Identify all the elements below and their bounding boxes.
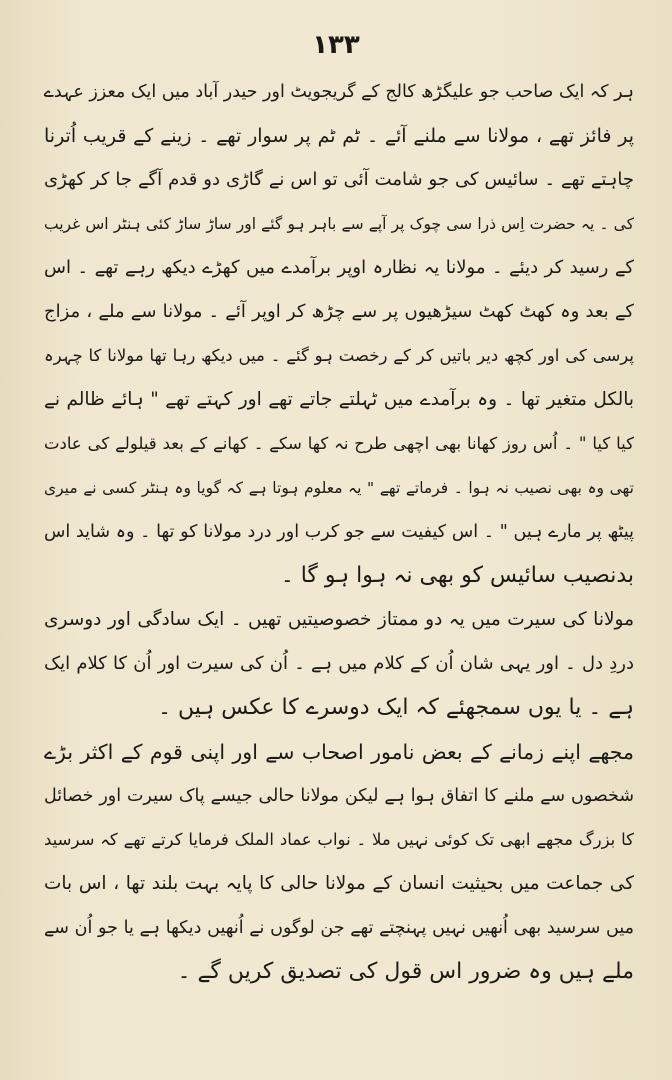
text-line: کا بزرگ مجھے ابھی تک کوئی نہیں ملا ۔ نواب عماد الملک فرمایا کرتے تھے کہ سرسید bbox=[44, 830, 634, 849]
text-line: دردِ دل ۔ اور یہی شان اُن کے کلام میں ہے ۔ اُن کی سیرت اور اُن کا کلام ایک bbox=[44, 653, 634, 674]
text-line: پرسی کی اور کچھ دیر باتیں کر کے رخصت ہو گئے ۔ میں دیکھ رہا تھا مولانا کا چہرہ bbox=[44, 346, 634, 365]
page-number: ۱۳۳ bbox=[312, 30, 360, 60]
text-line: تھی وہ بھی نصیب نہ ہوا ۔ فرماتے تھے " یہ معلوم ہوتا ہے کہ گویا وہ ہنٹر کسی نے میری bbox=[44, 479, 634, 497]
paragraph bbox=[44, 70, 634, 598]
text-line: کے بعد وہ کھٹ کھٹ سیڑھیوں پر سے چڑھ کر اوپر آئے ۔ مولانا سے ملے ، مزاج bbox=[44, 301, 634, 322]
text-line: پیٹھ پر مارے ہیں " ۔ اس کیفیت سے جو کرب اور درد مولانا کو تھا ۔ وہ شاید اس bbox=[44, 522, 634, 542]
text-line: چاہتے تھے ۔ سائیس کی جو شامت آئی تو اس نے گاڑی دو قدم آگے جا کر کھڑی bbox=[44, 169, 634, 190]
text-line: مجھے اپنے زمانے کے بعض نامور اصحاب سے اور اپنی قوم کے اکثر بڑے bbox=[44, 740, 634, 764]
text-line: مولانا کی سیرت میں یہ دو ممتاز خصوصیتیں تھیں ۔ ایک سادگی اور دوسری bbox=[44, 609, 634, 630]
text-line: کیا کیا " ۔ اُس روز کھانا بھی اچھی طرح نہ کھا سکے ۔ کھانے کے بعد قیلولے کی عادت bbox=[44, 434, 634, 453]
text-line: پر فائز تھے ، مولانا سے ملنے آئے ۔ ٹم ٹم پر سوار تھے ۔ زینے کے قریب اُترنا bbox=[44, 125, 634, 147]
text-line: میں سرسید بھی اُنھیں نہیں پہنچتے تھے جن لوگوں نے اُنھیں دیکھا ہے یا جو اُن سے bbox=[44, 918, 634, 938]
paragraph bbox=[44, 730, 634, 994]
text-line: کی ۔ یہ حضرت اِس ذرا سی چوک پر آپے سے باہر ہو گئے اور ساڑ ساڑ کئی ہنٹر اس غریب bbox=[44, 215, 634, 233]
text-line: ملے ہیں وہ ضرور اس قول کی تصدیق کریں گے ۔ bbox=[177, 959, 634, 984]
text-line: ہے ۔ یا یوں سمجھئے کہ ایک دوسرے کا عکس ہیں ۔ bbox=[158, 695, 634, 720]
text-line: بالکل متغیر تھا ۔ وہ برآمدے میں ٹہلتے جاتے تھے اور کہتے تھے " ہائے ظالم نے bbox=[44, 389, 634, 410]
text-line: بدنصیب سائیس کو بھی نہ ہوا ہو گا ۔ bbox=[280, 563, 634, 588]
text-line: ہر کہ ایک صاحب جو علیگڑھ کالج کے گریجویٹ اور حیدر آباد میں ایک معزز عہدے bbox=[44, 82, 634, 102]
page-body-text bbox=[44, 70, 634, 994]
text-line: کے رسید کر دیئے ۔ مولانا یہ نظارہ اوپر برآمدے میں کھڑے دیکھ رہے تھے ۔ اس bbox=[44, 257, 634, 278]
text-line: کی جماعت میں بحیثیت انسان کے مولانا حالی کا پایہ بہت بلند تھا ، اس بات bbox=[44, 873, 634, 894]
text-line: شخصوں سے ملنے کا اتفاق ہوا ہے لیکن مولانا حالی جیسے پاک سیرت اور خصائل bbox=[44, 786, 634, 806]
paragraph bbox=[44, 598, 634, 730]
